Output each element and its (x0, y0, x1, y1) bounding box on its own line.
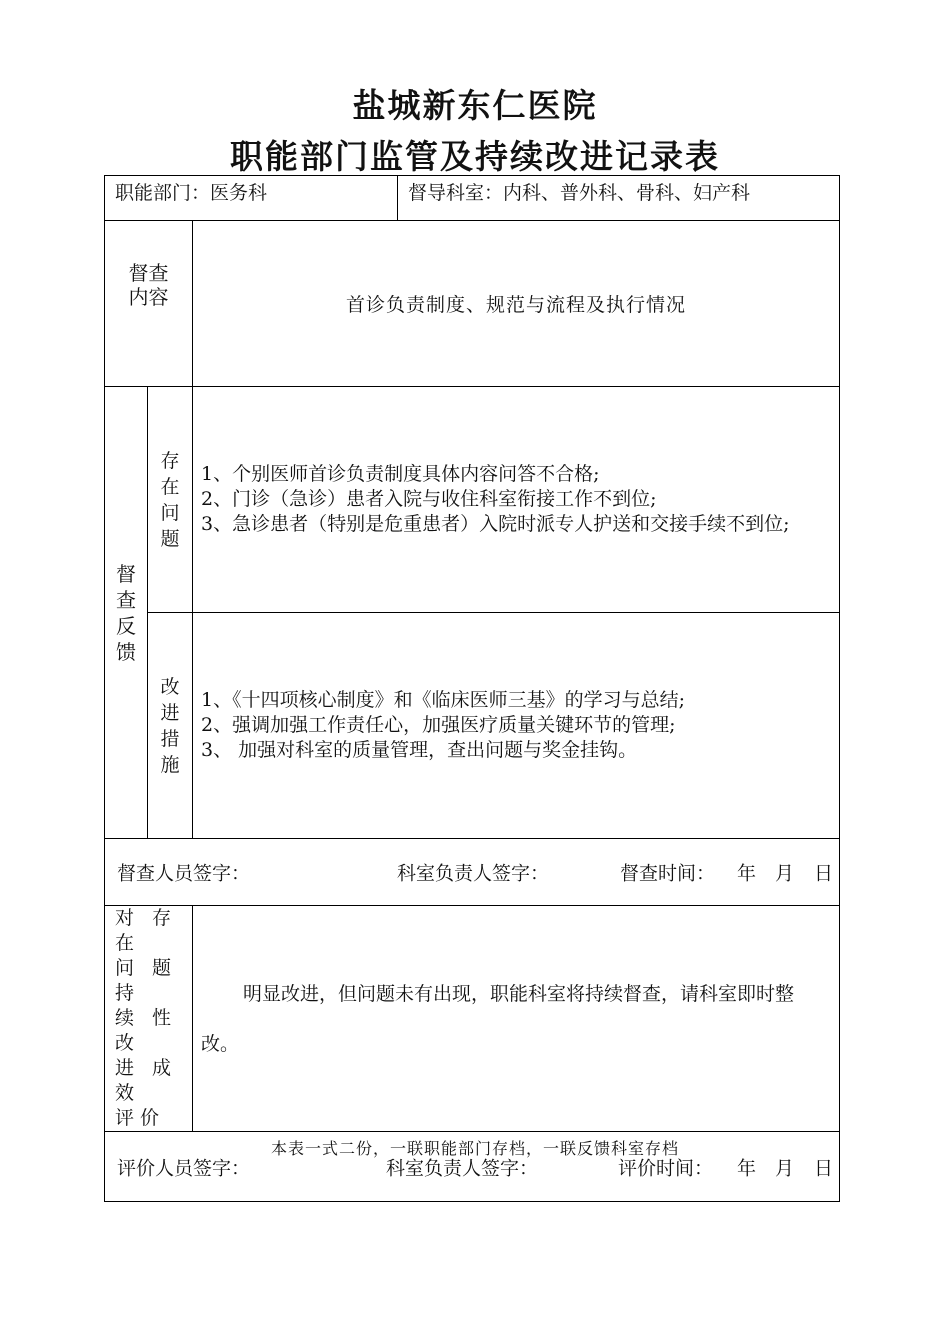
problems-list-cell (193, 387, 840, 613)
measures-list-cell (193, 613, 840, 839)
month-label-2: 月 (775, 1157, 795, 1179)
problems-label-char: 存 (160, 449, 180, 472)
form-title: 职能部门监管及持续改进记录表 (230, 137, 720, 176)
measures-label-char: 措 (160, 727, 180, 750)
problems-label-char: 题 (160, 527, 180, 550)
feedback-label-char: 反 (116, 613, 136, 638)
feedback-label-char: 督 (116, 561, 136, 586)
problem-item: 3、急诊患者（特别是危重患者）入院时派专人护送和交接手续不到位; (201, 513, 790, 535)
evaluation-label-line: 对 存 在 (115, 907, 178, 954)
measure-item: 3、 加强对科室的质量管理，查出问题与奖金挂钩。 (201, 739, 638, 761)
problems-label-char: 问 (160, 501, 180, 524)
dept-head-signature-label: 科室负责人签字： (397, 862, 550, 885)
day-label-2: 日 (814, 1157, 834, 1179)
department-text: 职能部门：医务科 (115, 182, 268, 204)
evaluation-label-cell (105, 906, 193, 1132)
inspection-time-label: 督查时间： (620, 862, 716, 885)
evaluator-signature-label: 评价人员签字： (117, 1157, 251, 1179)
feedback-label-char: 馈 (116, 639, 136, 664)
feedback-label-cell (105, 387, 148, 839)
problem-item: 2、门诊（急诊）患者入院与收住科室衔接工作不到位; (201, 488, 657, 510)
measures-label-char: 施 (160, 753, 180, 776)
measures-label-char: 改 (160, 675, 180, 698)
inspection-content: 首诊负责制度、规范与流程及执行情况 (346, 294, 687, 316)
evaluation-label-line: 续 性 改 (115, 1007, 178, 1054)
dept-head-signature-label-2: 科室负责人签字： (386, 1157, 539, 1179)
footer-note: 本表一式二份，一联职能部门存档，一联反馈科室存档 (270, 1139, 679, 1158)
evaluation-text-cell (193, 906, 840, 1132)
evaluation-label-line: 进 成 效 (115, 1057, 178, 1104)
problems-label-char: 在 (160, 475, 180, 498)
measure-item: 2、强调加强工作责任心，加强医疗质量关键环节的管理; (201, 714, 676, 736)
supervised-dept-cell (398, 176, 840, 221)
year-label-2: 年 (737, 1157, 757, 1179)
inspection-label-line2: 内容 (128, 285, 169, 309)
inspection-signature-row (105, 839, 840, 906)
department-cell (105, 176, 398, 221)
evaluation-label-line: 评价 (115, 1107, 166, 1129)
feedback-label-char: 查 (116, 587, 136, 612)
evaluation-time-label: 评价时间： (618, 1157, 714, 1179)
year-label: 年 (737, 862, 757, 885)
supervised-dept-text: 督导科室：内科、普外科、骨科、妇产科 (408, 182, 751, 204)
inspection-content-cell (193, 221, 840, 387)
inspection-label-line1: 督查 (128, 261, 169, 285)
problems-label-cell (148, 387, 193, 613)
hospital-name: 盐城新东仁医院 (352, 86, 598, 125)
record-form-table (104, 175, 840, 1202)
evaluation-label-line: 问 题 持 (115, 957, 178, 1004)
measure-item: 1、《十四项核心制度》和《临床医师三基》的学习与总结; (201, 689, 685, 711)
day-label: 日 (814, 862, 834, 885)
inspection-label-cell (105, 221, 193, 387)
month-label: 月 (775, 862, 795, 885)
evaluation-text: 明显改进，但问题未有出现，职能科室将持续督查，请科室即时整改。 (201, 982, 795, 1055)
inspector-signature-label: 督查人员签字： (117, 862, 251, 885)
measures-label-char: 进 (160, 701, 180, 724)
problem-item: 1、个别医师首诊负责制度具体内容问答不合格; (201, 463, 600, 485)
measures-label-cell (148, 613, 193, 839)
